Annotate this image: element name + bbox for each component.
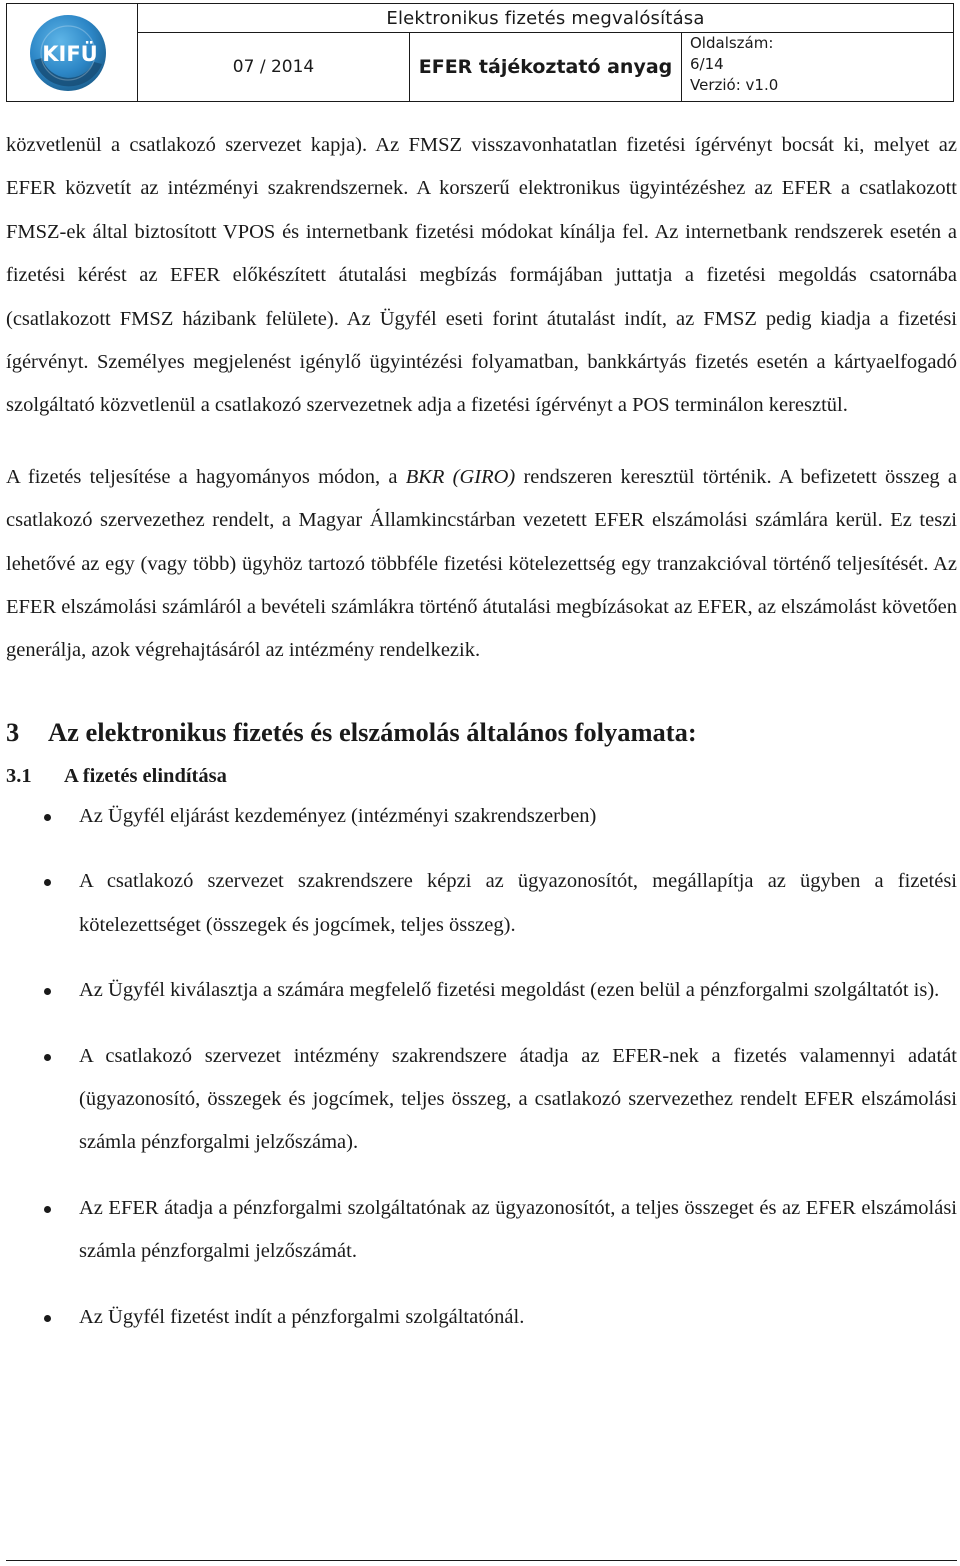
bullet-icon bbox=[44, 988, 51, 995]
list-item: A csatlakozó szervezet intézmény szakrendszere átadja az EFER-nek a fizetés valamennyi adatát (ügyazonosító, összegek és jogcímek, teljes összeg, a csatlakozó szervezethez rendelt EFER elszámolási számla pénzforgalmi jelzőszáma). bbox=[6, 1035, 957, 1165]
bullet-icon bbox=[44, 814, 51, 821]
document-header bbox=[6, 3, 954, 102]
bullet-icon bbox=[44, 1054, 51, 1061]
subsection-number: 3.1 bbox=[6, 764, 32, 787]
version-label: Verzió: v1.0 bbox=[690, 76, 779, 94]
list-item: Az Ügyfél eljárást kezdeményez (intézményi szakrendszerben) bbox=[6, 795, 957, 838]
document-subtitle: EFER tájékoztató anyag bbox=[410, 33, 682, 102]
logo-text: KIFÜ bbox=[42, 41, 98, 66]
list-item: Az EFER átadja a pénzforgalmi szolgáltatónak az ügyazonosítót, a teljes összeget és az EFER elszámolási számla pénzforgalmi jelzőszámát. bbox=[6, 1187, 957, 1274]
list-item: Az Ügyfél fizetést indít a pénzforgalmi szolgáltatónál. bbox=[6, 1296, 957, 1339]
footer-rule bbox=[6, 1560, 957, 1561]
document-title: Elektronikus fizetés megvalósítása bbox=[138, 4, 954, 33]
page-number-label: Oldalszám: bbox=[690, 34, 774, 52]
page-meta bbox=[682, 33, 954, 102]
paragraph-settlement: A fizetés teljesítése a hagyományos módon, a BKR (GIRO) rendszeren keresztül történik. A befizetett összeg a csatlakozó szervezethez rendelt, a Magyar Államkincstárban vezetett EFER elszámolási számlára kerül. Ez teszi lehetővé az egy (vagy több) ügyhöz tartozó többféle fizetési kötelezettség egy tranzakcióval történő teljesítését. Az EFER elszámolási számláról a bevételi számlákra történő átutalási megbízásokat az EFER, az elszámolást követően generálja, azok végrehajtásáról az intézmény rendelkezik. bbox=[6, 465, 957, 662]
paragraph-intro: közvetlenül a csatlakozó szervezet kapja). Az FMSZ visszavonhatatlan fizetési ígérvényt bocsát ki, melyet az EFER közvetít az intézményi szakrendszernek. A korszerű elektronikus ügyintézéshez az EFER a csatlakozott FMSZ-ek által biztosított VPOS és internetbank fizetési módokat kínálja fel. Az internetbank rendszerek esetén a fizetési kérést az EFER előkészített átutalási megbízás formájában juttatja a fizetési megoldás csatornába (csatlakozott FMSZ házibank felülete). Az Ügyfél eseti forint átutalást indít, az FMSZ pedig kiadja a fizetési ígérvényt. Személyes megjelenést igénylő ügyintézési folyamatban, bankkártyás fizetés esetén a kártyaelfogadó szolgáltató közvetlenül a csatlakozó szervezetnek adja a fizetési ígérvényt a POS terminálon keresztül. bbox=[6, 134, 957, 417]
list-item: Az Ügyfél kiválasztja a számára megfelelő fizetési megoldást (ezen belül a pénzforgalmi szolgáltatót is). bbox=[6, 969, 957, 1012]
document-date: 07 / 2014 bbox=[138, 33, 410, 102]
process-steps-list bbox=[6, 795, 957, 1339]
section-number: 3 bbox=[6, 716, 20, 747]
bullet-icon bbox=[44, 879, 51, 886]
bullet-icon bbox=[44, 1206, 51, 1213]
kifu-logo-icon bbox=[24, 12, 120, 94]
section-title: Az elektronikus fizetés és elszámolás általános folyamata: bbox=[48, 716, 697, 747]
bullet-icon bbox=[44, 1315, 51, 1322]
bkr-giro-term: BKR (GIRO) bbox=[405, 465, 516, 488]
subsection-heading bbox=[6, 757, 957, 795]
list-item: A csatlakozó szervezet szakrendszere képzi az ügyazonosítót, megállapítja az ügyben a fizetési kötelezettséget (összegek és jogcímek, teljes összeg). bbox=[6, 860, 957, 947]
document-body bbox=[6, 124, 957, 1361]
logo-cell bbox=[7, 4, 138, 102]
section-heading bbox=[6, 707, 957, 757]
subsection-title: A fizetés elindítása bbox=[64, 764, 227, 787]
page-number: 6/14 bbox=[690, 55, 724, 73]
